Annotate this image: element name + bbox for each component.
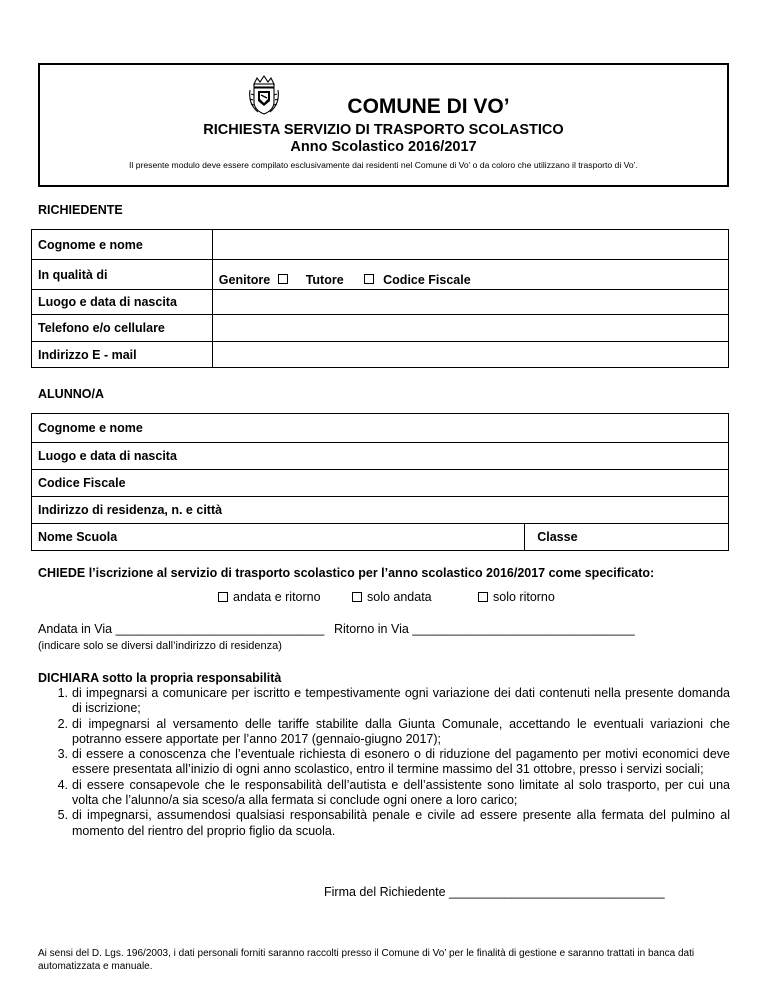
label-email: Indirizzo E - mail bbox=[32, 342, 213, 368]
solo-ritorno-checkbox[interactable] bbox=[478, 592, 488, 602]
field-telefono[interactable] bbox=[212, 315, 728, 342]
andata-ritorno-checkbox[interactable] bbox=[218, 592, 228, 602]
genitore-checkbox[interactable] bbox=[278, 274, 288, 284]
list-item: 5. di impegnarsi, assumendosi qualsiasi responsabilità penale e civile ad essere presente alla fermata del pulmino al momento del rientro del proprio figlio da scuola. bbox=[57, 808, 730, 838]
declaration-list bbox=[38, 686, 730, 839]
andata-ritorno-label: andata e ritorno bbox=[233, 590, 321, 604]
privacy-notice: Ai sensi del D. Lgs. 196/2003, i dati personali forniti saranno raccolti presso il Comune di Vo’ per le finalità di gestione e saranno trattati in banca dati automatizzata e manuale. bbox=[38, 948, 695, 972]
option-andata-ritorno[interactable] bbox=[218, 590, 321, 604]
section-richiedente: RICHIEDENTE bbox=[38, 203, 123, 217]
header-notice: Il presente modulo deve essere compilato esclusivamente dai residenti nel Comune di Vo’ o da coloro che utilizzano il trasporto di Vo’. bbox=[129, 160, 638, 170]
andata-via-field[interactable]: Andata in Via ______________________________ bbox=[38, 622, 325, 636]
solo-andata-checkbox[interactable] bbox=[352, 592, 362, 602]
label-luogo-data-nascita: Luogo e data di nascita bbox=[32, 290, 213, 315]
dichiara-heading: DICHIARA sotto la propria responsabilità bbox=[38, 671, 282, 685]
label-qualita: In qualità di bbox=[32, 260, 213, 290]
field-alunno-codice-fiscale[interactable]: Codice Fiscale bbox=[32, 470, 729, 497]
field-luogo-data-nascita[interactable] bbox=[212, 290, 728, 315]
solo-ritorno-label: solo ritorno bbox=[493, 590, 555, 604]
field-nome-scuola[interactable]: Nome Scuola bbox=[32, 524, 525, 551]
tutore-checkbox[interactable] bbox=[364, 274, 374, 284]
header-box bbox=[38, 63, 729, 187]
via-row bbox=[38, 622, 635, 636]
form-subtitle: RICHIESTA SERVIZIO DI TRASPORTO SCOLASTICO bbox=[203, 122, 564, 138]
page-title: COMUNE DI VO’ bbox=[347, 95, 510, 118]
chiede-heading: CHIEDE l’iscrizione al servizio di trasporto scolastico per l’anno scolastico 2016/2017 come specificato: bbox=[38, 566, 655, 580]
ritorno-via-field[interactable]: Ritorno in Via ________________________________ bbox=[334, 622, 635, 636]
label-codice-fiscale-richiedente: Codice Fiscale bbox=[383, 272, 471, 287]
label-cognome-nome: Cognome e nome bbox=[32, 230, 213, 260]
option-genitore-label: Genitore bbox=[218, 272, 271, 287]
school-year: Anno Scolastico 2016/2017 bbox=[290, 139, 477, 155]
signature-field[interactable]: Firma del Richiedente _______________________________ bbox=[324, 885, 665, 899]
solo-andata-label: solo andata bbox=[367, 590, 432, 604]
field-qualita bbox=[212, 260, 728, 290]
field-alunno-cognome-nome[interactable]: Cognome e nome bbox=[32, 414, 729, 443]
alunno-table bbox=[31, 413, 729, 551]
field-alunno-luogo-nascita[interactable]: Luogo e data di nascita bbox=[32, 443, 729, 470]
list-item: 1. di impegnarsi a comunicare per iscritto e tempestivamente ogni variazione dei dati contenuti nella presente domanda di iscrizione; bbox=[57, 686, 730, 716]
field-classe[interactable]: Classe bbox=[525, 524, 729, 551]
field-email[interactable] bbox=[212, 342, 728, 368]
list-item: 3. di essere a conoscenza che l’eventuale richiesta di esonero o di riduzione del pagamento per motivi economici deve essere presentata all’inizio di ogni anno scolastico, entro il termine massimo del 31 ottobre, presso i servizi sociali; bbox=[57, 747, 730, 777]
section-alunno: ALUNNO/A bbox=[38, 387, 104, 401]
option-solo-ritorno[interactable] bbox=[478, 590, 555, 604]
richiedente-table bbox=[31, 229, 729, 368]
list-item: 4. di essere consapevole che le responsabilità dell’autista e dell’assistente sono limitate al solo trasporto, per cui una volta che l’alunno/a sia sceso/a alla fermata si conclude ogni onere a loro carico; bbox=[57, 777, 730, 808]
option-solo-andata[interactable] bbox=[352, 590, 432, 604]
label-telefono: Telefono e/o cellulare bbox=[32, 315, 213, 342]
option-tutore-label: Tutore bbox=[305, 272, 344, 287]
field-cognome-nome[interactable] bbox=[212, 230, 728, 260]
list-item: 2. di impegnarsi al versamento delle tariffe stabilite dalla Giunta Comunale, accettando le eventuali variazioni che potranno essere apportate per l’anno 2017 (gennaio-giugno 2017); bbox=[57, 716, 730, 746]
via-note: (indicare solo se diversi dall’indirizzo di residenza) bbox=[38, 640, 282, 652]
field-alunno-indirizzo[interactable]: Indirizzo di residenza, n. e città bbox=[32, 497, 729, 524]
